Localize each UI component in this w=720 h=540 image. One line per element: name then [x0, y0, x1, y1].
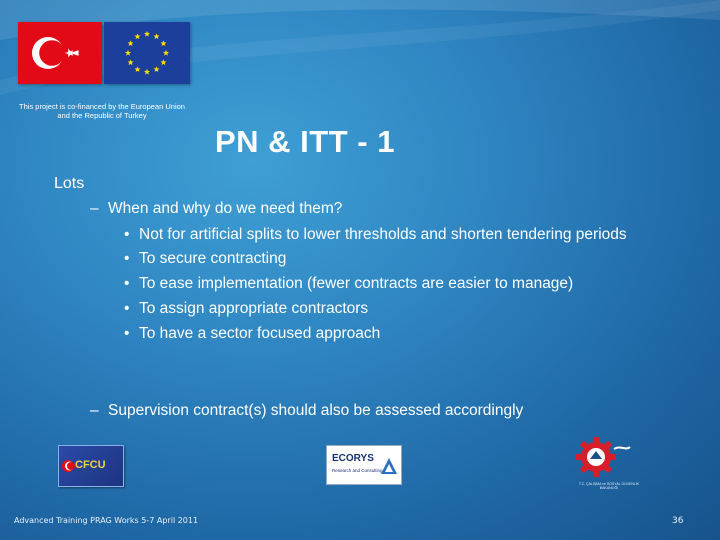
subpoint-supervision [90, 402, 523, 420]
eu-star-icon [134, 66, 140, 72]
cfcu-logo-text: CFCU [75, 459, 106, 471]
cofinance-line-2: and the Republic of Turkey [57, 111, 147, 120]
eu-star-icon [144, 31, 150, 37]
slide-title: PN & ITT - 1 [215, 124, 395, 159]
eu-star-icon [125, 50, 131, 56]
eu-star-icon [153, 66, 159, 72]
dash-marker: – [90, 402, 99, 419]
turkey-flag-icon [18, 22, 102, 84]
subpoint-when-why-text: When and why do we need them? [108, 200, 343, 217]
bullet-item: • To ease implementation (fewer contracts are easier to manage) [122, 274, 662, 294]
bullet-item: • To have a sector focused approach [122, 324, 662, 344]
ecorys-logo-subtext: Research and Consulting [332, 468, 383, 473]
page-number: 36 [672, 516, 684, 526]
bullet-list [122, 225, 662, 349]
eu-star-icon [163, 50, 169, 56]
eu-star-icon [128, 40, 134, 46]
eu-star-icon [144, 69, 150, 75]
eu-star-icon [160, 40, 166, 46]
eu-star-icon [153, 33, 159, 39]
cofinance-notice [8, 102, 196, 120]
cfcu-logo [58, 445, 124, 487]
footer-text: Advanced Training PRAG Works 5-7 April 2011 [14, 516, 199, 525]
eu-star-icon [128, 59, 134, 65]
bullet-item: • Not for artificial splits to lower thresholds and shorten tendering periods [122, 225, 662, 245]
bullet-item: • To assign appropriate contractors [122, 299, 662, 319]
eu-star-icon [160, 59, 166, 65]
bullet-item: • To secure contracting [122, 249, 662, 269]
dash-marker: – [90, 200, 99, 217]
heading-lots: Lots [54, 175, 85, 192]
eu-flag-icon [104, 22, 190, 84]
ministry-gear-logo [570, 435, 648, 490]
eu-star-icon [134, 33, 140, 39]
ecorys-logo-text: ECORYS [332, 453, 374, 464]
cofinance-line-1: This project is co-financed by the European Union [19, 102, 185, 111]
subpoint-when-why [90, 200, 342, 218]
subpoint-supervision-text: Supervision contract(s) should also be assessed accordingly [108, 402, 524, 419]
ministry-caption: T.C. ÇALIŞMA ve SOSYAL GÜVENLİK BAKANLIĞI [578, 482, 640, 490]
ecorys-logo [326, 445, 402, 485]
